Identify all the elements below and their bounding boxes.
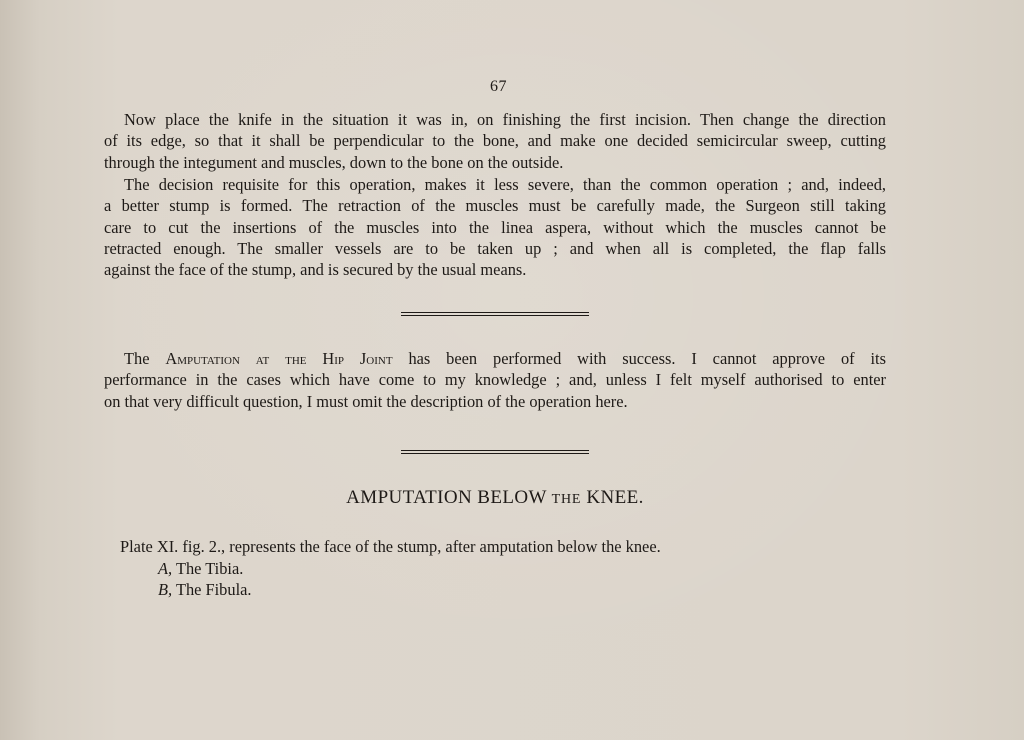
text-line: a better stump is formed. The retraction of the muscles must be carefully made, the Surgeon still taking bbox=[104, 196, 886, 216]
small-caps-title: Amputation at the Hip Joint bbox=[165, 349, 393, 368]
text-line: of its edge, so that it shall be perpendicular to the bone, and make one decided semicircular sweep, cutting bbox=[104, 131, 886, 151]
plate-item-text: The Fibula. bbox=[175, 580, 252, 599]
plate-item-key: B, bbox=[158, 580, 173, 599]
page-number: 67 bbox=[490, 78, 507, 95]
plate-item-key: A, bbox=[158, 558, 173, 578]
paragraph-knife-incision bbox=[104, 109, 886, 173]
text-line: against the face of the stump, and is secured by the usual means. bbox=[104, 260, 527, 280]
plate-caption-block bbox=[120, 536, 661, 601]
text-lead: The bbox=[124, 349, 150, 368]
text-line bbox=[104, 348, 886, 369]
double-rule-divider bbox=[401, 312, 589, 316]
text-line: retracted enough. The smaller vessels are to be taken up ; and when all is completed, the flap falls bbox=[104, 238, 886, 258]
plate-caption: Plate XI. fig. 2., represents the face of the stump, after amputation below the knee. bbox=[120, 537, 661, 556]
heading-part: AMPUTATION BELOW bbox=[346, 487, 547, 508]
plate-item bbox=[120, 579, 661, 601]
heading-part-small: THE bbox=[551, 492, 582, 507]
text-line: care to cut the insertions of the muscles into the linea aspera, without which the muscles cannot be bbox=[104, 217, 886, 237]
paragraph-hip-joint bbox=[104, 348, 886, 412]
plate-item-text: The Tibia. bbox=[175, 558, 244, 578]
paragraph-decision bbox=[104, 174, 886, 280]
text-line: through the integument and muscles, down to the bone on the outside. bbox=[104, 152, 564, 172]
text-line: performance in the cases which have come to my knowledge ; and, unless I felt myself authorised to enter bbox=[104, 370, 886, 390]
text-line: Now place the knife in the situation it was in, on finishing the first incision. Then change the direction bbox=[124, 110, 886, 129]
text-line: The decision requisite for this operation, makes it less severe, than the common operation ; and, indeed, bbox=[124, 175, 886, 194]
text-line: on that very difficult question, I must omit the description of the operation here. bbox=[104, 391, 628, 411]
double-rule-divider bbox=[401, 450, 589, 454]
text-rest: has been performed with success. I cannot approve of its bbox=[408, 349, 886, 368]
section-heading bbox=[0, 487, 990, 509]
plate-item bbox=[120, 558, 661, 580]
heading-part: KNEE. bbox=[586, 487, 644, 508]
